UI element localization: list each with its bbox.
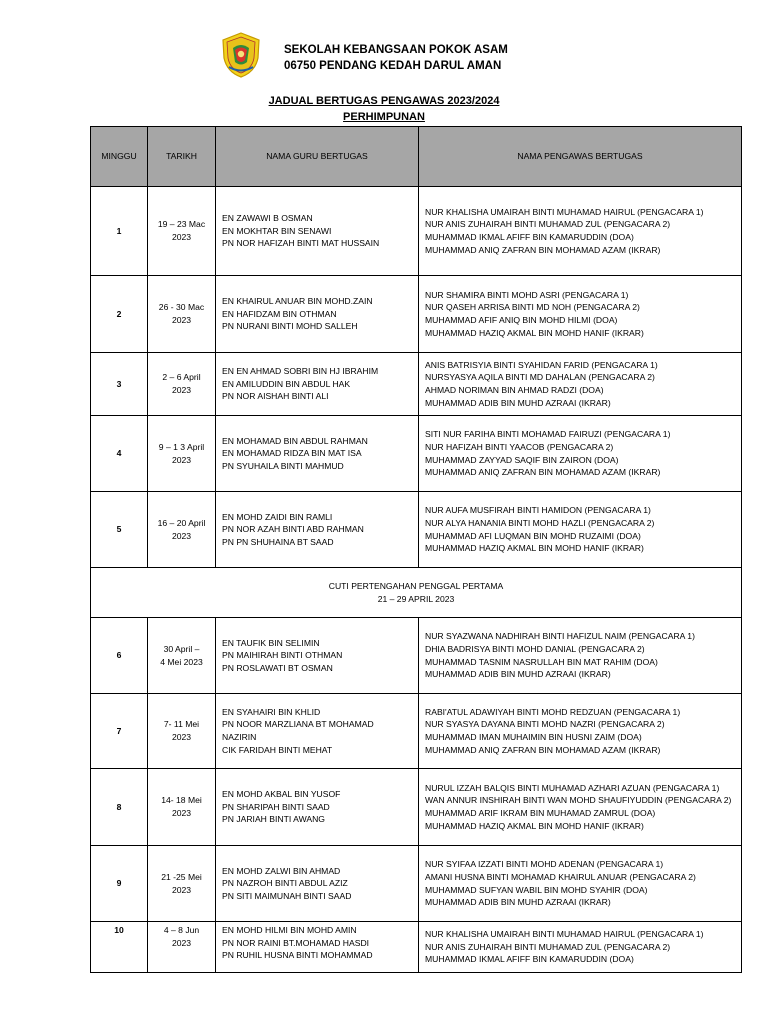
document-title: JADUAL BERTUGAS PENGAWAS 2023/2024: [268, 95, 500, 107]
cell-line: MUHAMMAD IMAN MUHAIMIN BIN HUSNI ZAIM (DOA): [425, 732, 642, 742]
prefects-cell: [419, 769, 742, 846]
column-header-prefects: NAMA PENGAWAS BERTUGAS: [419, 127, 742, 187]
cell-line: EN MOHD HILMI BIN MOHD AMIN: [222, 925, 357, 935]
cell-line: PN RUHIL HUSNA BINTI MOHAMMAD: [222, 950, 373, 961]
week-cell: 5: [91, 492, 148, 568]
table-row: [91, 769, 742, 846]
teachers-cell: [216, 187, 419, 276]
cell-line: PN SHARIPAH BINTI SAAD: [222, 801, 330, 812]
mid-term-break-row: [91, 568, 742, 618]
week-cell: 8: [91, 769, 148, 846]
cell-line: PN NAZROH BINTI ABDUL AZIZ: [222, 878, 348, 889]
table-row: [91, 353, 742, 416]
teachers-cell: [216, 276, 419, 353]
cell-line: PN NOOR MARZLIANA BT MOHAMAD: [222, 719, 374, 730]
document-title-block: [0, 93, 768, 125]
cell-line: 2023: [171, 732, 192, 742]
cell-line: WAN ANNUR INSHIRAH BINTI WAN MOHD SHAUFIYUDDIN (PENGACARA 2): [425, 795, 732, 806]
cell-line: PN MAIHIRAH BINTI OTHMAN: [222, 650, 343, 661]
document-subtitle: PERHIMPUNAN: [343, 111, 425, 123]
week-cell: 4: [91, 416, 148, 492]
cell-line: NUR ANIS ZUHAIRAH BINTI MUHAMAD ZUL (PENGACARA 2): [425, 941, 671, 952]
cell-line: MUHAMMAD ADIB BIN MUHD AZRAAI (IKRAR): [425, 897, 611, 908]
cell-line: PN PN SHUHAINA BT SAAD: [222, 536, 334, 547]
week-cell: 3: [91, 353, 148, 416]
table-row: [91, 416, 742, 492]
cell-line: MUHAMMAD HAZIQ AKMAL BIN MOHD HANIF (IKRAR): [425, 820, 644, 831]
teachers-cell: [216, 416, 419, 492]
cell-line: EN MOHAMAD RIDZA BIN MAT ISA: [222, 448, 362, 459]
cell-line: NUR ALYA HANANIA BINTI MOHD HAZLI (PENGACARA 2): [425, 517, 655, 528]
cell-line: MUHAMMAD HAZIQ AKMAL BIN MOHD HANIF (IKRAR): [425, 327, 644, 338]
teachers-cell: [216, 492, 419, 568]
cell-line: EN HAFIDZAM BIN OTHMAN: [222, 308, 337, 319]
cell-line: 16 – 20 April: [157, 517, 206, 528]
school-crest-logo: [221, 32, 261, 78]
week-cell: 6: [91, 618, 148, 694]
cell-line: MUHAMMAD ANIQ ZAFRAN BIN MOHAMAD AZAM (IKRAR): [425, 244, 661, 255]
cell-line: PN SITI MAIMUNAH BINTI SAAD: [222, 890, 352, 901]
prefects-cell: [419, 353, 742, 416]
cell-line: AMANI HUSNA BINTI MOHAMAD KHAIRUL ANUAR (PENGACARA 2): [425, 871, 696, 882]
cell-line: MUHAMMAD IKMAL AFIFF BIN KAMARUDDIN (DOA): [425, 232, 634, 242]
cell-line: 2023: [171, 530, 192, 541]
prefects-cell: [419, 276, 742, 353]
break-cell: [91, 568, 742, 618]
cell-line: 21 -25 Mei: [161, 871, 202, 882]
cell-line: 4 – 8 Jun: [163, 925, 200, 935]
cell-line: 2023: [171, 315, 192, 325]
cell-line: NUR SYASYA DAYANA BINTI MOHD NAZRI (PENGACARA 2): [425, 719, 665, 730]
cell-line: EN MOKHTAR BIN SENAWI: [222, 225, 332, 236]
cell-line: DHIA BADRISYA BINTI MOHD DANIAL (PENGACARA 2): [425, 643, 645, 654]
cell-line: 9 – 1 3 April: [158, 441, 205, 452]
cell-line: NURSYASYA AQILA BINTI MD DAHALAN (PENGACARA 2): [425, 372, 655, 383]
cell-line: 26 - 30 Mac: [158, 302, 205, 313]
cell-line: MUHAMMAD TASNIM NASRULLAH BIN MAT RAHIM (DOA): [425, 656, 658, 667]
cell-line: PN NURANI BINTI MOHD SALLEH: [222, 321, 358, 332]
cell-line: 2023: [171, 385, 192, 395]
cell-line: MUHAMMAD ANIQ ZAFRAN BIN MOHAMAD AZAM (IKRAR): [425, 744, 661, 755]
cell-line: NUR SYIFAA IZZATI BINTI MOHD ADENAN (PENGACARA 1): [425, 859, 664, 870]
cell-line: PN NOR AISHAH BINTI ALI: [222, 391, 329, 402]
cell-line: EN TAUFIK BIN SELIMIN: [222, 637, 320, 648]
cell-line: 2023: [171, 937, 192, 948]
cell-line: ANIS BATRISYIA BINTI SYAHIDAN FARID (PENGACARA 1): [425, 359, 658, 370]
cell-line: 7- 11 Mei: [163, 719, 200, 730]
cell-line: MUHAMMAD ADIB BIN MUHD AZRAAI (IKRAR): [425, 669, 611, 680]
cell-line: MUHAMMAD AFI LUQMAN BIN MOHD RUZAIMI (DOA): [425, 530, 641, 541]
cell-line: MUHAMMAD ANIQ ZAFRAN BIN MOHAMAD AZAM (IKRAR): [425, 467, 661, 478]
table-row: [91, 694, 742, 769]
date-cell: [148, 353, 216, 416]
cell-line: PN ROSLAWATI BT OSMAN: [222, 662, 333, 673]
cell-line: PN NOR RAINI BT.MOHAMAD HASDI: [222, 937, 370, 948]
week-cell: 2: [91, 276, 148, 353]
table-row: [91, 618, 742, 694]
cell-line: NUR SYAZWANA NADHIRAH BINTI HAFIZUL NAIM (PENGACARA 1): [425, 631, 695, 642]
prefects-cell: [419, 846, 742, 922]
cell-line: MUHAMMAD IKMAL AFIFF BIN KAMARUDDIN (DOA): [425, 954, 634, 965]
cell-line: NUR HAFIZAH BINTI YAACOB (PENGACARA 2): [425, 441, 614, 452]
school-name: SEKOLAH KEBANGSAAN POKOK ASAM: [284, 44, 508, 56]
date-cell: [148, 276, 216, 353]
cell-line: NUR KHALISHA UMAIRAH BINTI MUHAMAD HAIRUL (PENGACARA 1): [425, 206, 704, 217]
table-row: [91, 846, 742, 922]
cell-line: EN MOHD ZAIDI BIN RAMLI: [222, 511, 333, 522]
cell-line: NURUL IZZAH BALQIS BINTI MUHAMAD AZHARI AZUAN (PENGACARA 1): [425, 782, 720, 793]
column-header-week: MINGGU: [91, 127, 148, 187]
break-title: CUTI PERTENGAHAN PENGGAL PERTAMA: [328, 580, 504, 591]
cell-line: MUHAMMAD AFIF ANIQ BIN MOHD HILMI (DOA): [425, 315, 618, 325]
prefects-cell: [419, 618, 742, 694]
teachers-cell: [216, 353, 419, 416]
cell-line: PN NOR AZAH BINTI ABD RAHMAN: [222, 524, 364, 535]
cell-line: CIK FARIDAH BINTI MEHAT: [222, 744, 333, 755]
week-cell: 7: [91, 694, 148, 769]
cell-line: MUHAMMAD HAZIQ AKMAL BIN MOHD HANIF (IKRAR): [425, 543, 644, 554]
prefects-cell: [419, 492, 742, 568]
cell-line: 2023: [171, 454, 192, 465]
date-cell: [148, 618, 216, 694]
teachers-cell: [216, 769, 419, 846]
date-cell: [148, 492, 216, 568]
table-row: [91, 187, 742, 276]
date-cell: [148, 922, 216, 973]
cell-line: MUHAMMAD ZAYYAD SAQIF BIN ZAIRON (DOA): [425, 454, 619, 465]
break-dates: 21 – 29 APRIL 2023: [377, 593, 455, 604]
cell-line: EN MOHAMAD BIN ABDUL RAHMAN: [222, 435, 368, 446]
duty-schedule-table: [90, 126, 742, 973]
cell-line: 2023: [171, 808, 192, 818]
school-address: 06750 PENDANG KEDAH DARUL AMAN: [284, 60, 502, 72]
cell-line: EN MOHD AKBAL BIN YUSOF: [222, 789, 341, 800]
cell-line: 30 April –: [163, 643, 200, 654]
cell-line: 4 Mei 2023: [160, 656, 203, 667]
prefects-cell: [419, 922, 742, 973]
cell-line: 19 – 23 Mac: [157, 219, 206, 230]
school-header: [284, 42, 508, 74]
cell-line: EN EN AHMAD SOBRI BIN HJ IBRAHIM: [222, 366, 379, 377]
teachers-cell: [216, 846, 419, 922]
table-header-row: [91, 127, 742, 187]
table-row: [91, 276, 742, 353]
cell-line: EN KHAIRUL ANUAR BIN MOHD.ZAIN: [222, 296, 373, 307]
cell-line: 2 – 6 April: [162, 372, 201, 383]
cell-line: PN NOR HAFIZAH BINTI MAT HUSSAIN: [222, 238, 380, 249]
cell-line: AHMAD NORIMAN BIN AHMAD RADZI (DOA): [425, 385, 604, 395]
prefects-cell: [419, 187, 742, 276]
date-cell: [148, 769, 216, 846]
prefects-cell: [419, 416, 742, 492]
cell-line: PN SYUHAILA BINTI MAHMUD: [222, 460, 344, 471]
cell-line: EN SYAHAIRI BIN KHLID: [222, 706, 321, 717]
cell-line: RABI'ATUL ADAWIYAH BINTI MOHD REDZUAN (PENGACARA 1): [425, 706, 681, 717]
column-header-date: TARIKH: [148, 127, 216, 187]
teachers-cell: [216, 694, 419, 769]
cell-line: MUHAMMAD SUFYAN WABIL BIN MOHD SYAHIR (DOA): [425, 884, 648, 895]
prefects-cell: [419, 694, 742, 769]
table-row: [91, 922, 742, 973]
cell-line: EN AMILUDDIN BIN ABDUL HAK: [222, 378, 351, 389]
cell-line: EN MOHD ZALWI BIN AHMAD: [222, 865, 341, 876]
week-cell: 10: [91, 922, 148, 973]
cell-line: 14- 18 Mei: [161, 795, 202, 806]
week-cell: 9: [91, 846, 148, 922]
column-header-teachers: NAMA GURU BERTUGAS: [216, 127, 419, 187]
week-cell: 1: [91, 187, 148, 276]
cell-line: NUR KHALISHA UMAIRAH BINTI MUHAMAD HAIRUL (PENGACARA 1): [425, 929, 704, 940]
date-cell: [148, 187, 216, 276]
cell-line: NAZIRIN: [222, 732, 257, 742]
cell-line: PN JARIAH BINTI AWANG: [222, 814, 325, 825]
cell-line: NUR SHAMIRA BINTI MOHD ASRI (PENGACARA 1): [425, 289, 629, 300]
cell-line: 2023: [171, 884, 192, 895]
cell-line: SITI NUR FARIHA BINTI MOHAMAD FAIRUZI (PENGACARA 1): [425, 429, 671, 440]
teachers-cell: [216, 618, 419, 694]
cell-line: EN ZAWAWI B OSMAN: [222, 213, 313, 224]
date-cell: [148, 694, 216, 769]
cell-line: NUR QASEH ARRISA BINTI MD NOH (PENGACARA 2): [425, 302, 640, 313]
cell-line: 2023: [171, 232, 192, 242]
cell-line: MUHAMMAD ARIF IKRAM BIN MUHAMAD ZAMRUL (DOA): [425, 808, 656, 818]
teachers-cell: [216, 922, 419, 973]
date-cell: [148, 846, 216, 922]
cell-line: NUR ANIS ZUHAIRAH BINTI MUHAMAD ZUL (PENGACARA 2): [425, 219, 671, 230]
date-cell: [148, 416, 216, 492]
cell-line: MUHAMMAD ADIB BIN MUHD AZRAAI (IKRAR): [425, 397, 611, 408]
cell-line: NUR AUFA MUSFIRAH BINTI HAMIDON (PENGACARA 1): [425, 505, 651, 516]
table-row: [91, 492, 742, 568]
